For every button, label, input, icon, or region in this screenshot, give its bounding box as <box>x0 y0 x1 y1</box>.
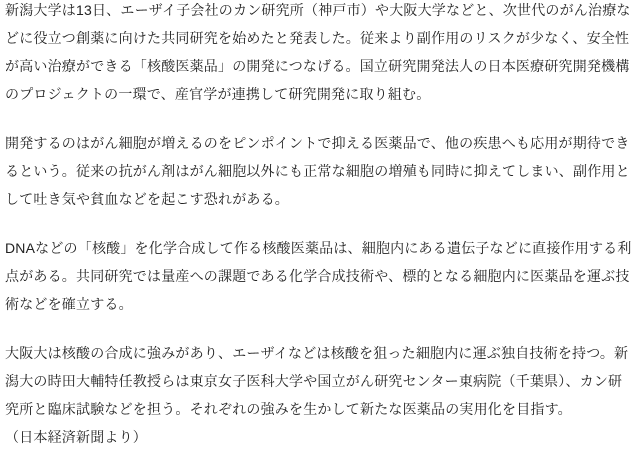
article-line: が高い治療ができる「核酸医薬品」の開発につなげる。国立研究開発法人の日本医療研究開発機構 <box>5 58 630 74</box>
article-line: 開発するのはがん細胞が増えるのをピンポイントで抑える医薬品で、他の疾患へも応用が期待でき <box>5 135 630 151</box>
article-line: 潟大の時田大輔特任教授らは東京女子医科大学や国立がん研究センター東病院（千葉県）、カン研 <box>5 373 623 389</box>
article-line: るという。従来の抗がん剤はがん細胞以外にも正常な細胞の増殖も同時に抑えてしまい、副作用と <box>5 163 630 179</box>
article-line: 究所と臨床試験などを担う。それぞれの強みを生かして新たな医薬品の実用化を目指す。 <box>5 401 572 417</box>
paragraph-4 <box>5 339 628 451</box>
paragraph-3 <box>5 234 632 318</box>
article-line: 新潟大学は13日、エーザイ子会社のカン研究所（神戸市）や大阪大学などと、次世代のがん治療な <box>5 2 631 18</box>
paragraph-1 <box>5 0 631 108</box>
article-line: DNAなどの「核酸」を化学合成して作る核酸医薬品は、細胞内にある遺伝子などに直接作用する利 <box>5 240 632 256</box>
article-line: して吐き気や貧血などを起こす恐れがある。 <box>5 191 289 207</box>
paragraph-2 <box>5 129 628 213</box>
article-line: 点がある。共同研究では量産への課題である化学合成技術や、標的となる細胞内に医薬品を運ぶ技 <box>5 268 630 284</box>
article-line: どに役立つ創薬に向けた共同研究を始めたと発表した。従来より副作用のリスクが少なく、安全性 <box>5 30 630 46</box>
article-line: 大阪大は核酸の合成に強みがあり、エーザイなどは核酸を狙った細胞内に運ぶ独自技術を持つ。新 <box>5 345 629 361</box>
article-line: 術などを確立する。 <box>5 296 133 312</box>
article-line: のプロジェクトの一環で、産官学が連携して研究開発に取り組む。 <box>5 86 431 102</box>
source-credit: （日本経済新聞より） <box>5 429 147 445</box>
